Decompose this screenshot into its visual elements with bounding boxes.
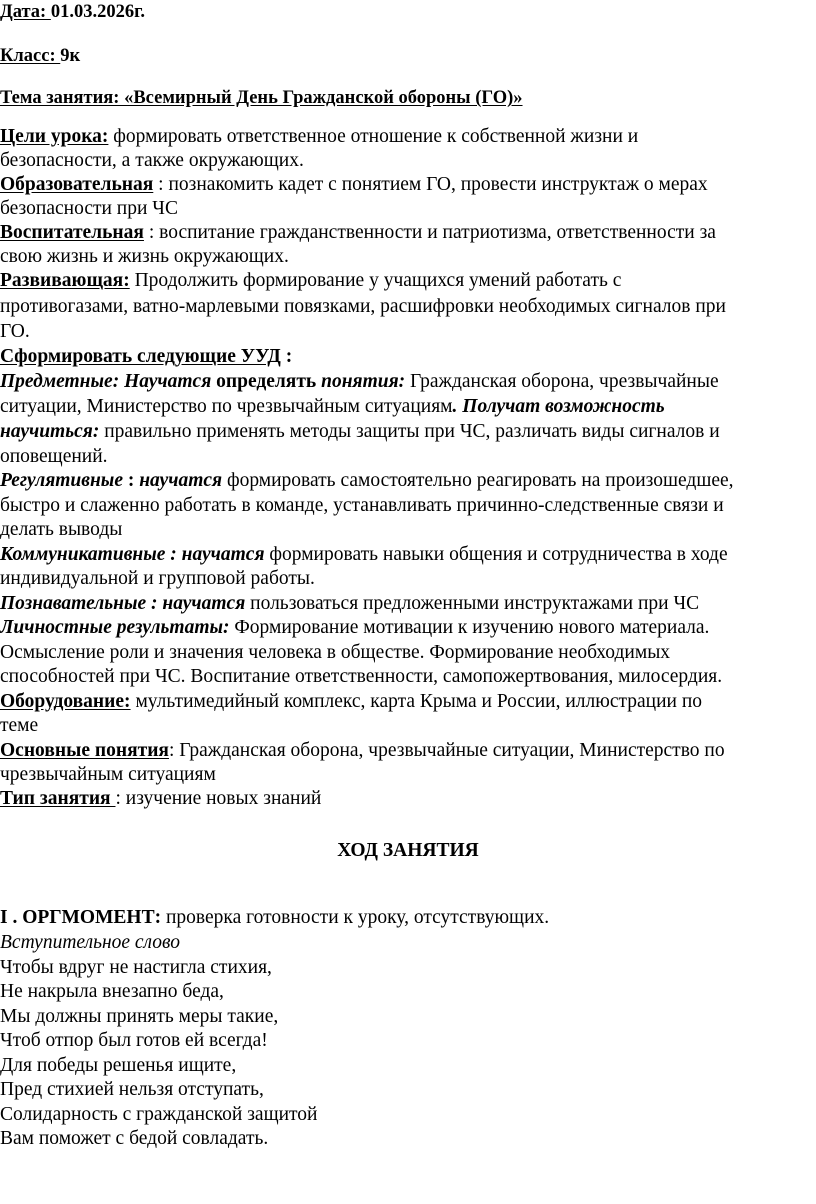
subject-verb: определять bbox=[211, 371, 322, 392]
lesson-type-label: Тип занятия bbox=[0, 788, 116, 809]
topic-text: Тема занятия: «Всемирный День Гражданской обороны (ГО)» bbox=[0, 88, 523, 108]
orgmoment-label: I . ОРГМОМЕНТ: bbox=[0, 907, 162, 928]
subject-line-4 bbox=[0, 445, 816, 469]
regulatory-label: Регулятивные bbox=[0, 470, 123, 491]
regulatory-text-1: формировать самостоятельно реагировать на произошедшее, bbox=[222, 470, 734, 491]
concepts-line-1 bbox=[0, 739, 816, 763]
equipment-line-1 bbox=[0, 690, 816, 714]
course-title bbox=[0, 839, 816, 863]
uud-suffix: : bbox=[280, 346, 293, 367]
personal-line-2 bbox=[0, 641, 816, 665]
upbringing-line-2 bbox=[0, 245, 816, 269]
subject-text-4: оповещений. bbox=[0, 446, 108, 467]
developing-line-2 bbox=[0, 295, 816, 319]
educational-line-2 bbox=[0, 197, 816, 221]
subject-line-2 bbox=[0, 395, 816, 419]
topic-line bbox=[0, 86, 816, 110]
upbringing-text-2: свою жизнь и жизнь окружающих. bbox=[0, 246, 289, 267]
subject-text-2: ситуации, Министерство по чрезвычайным ситуациям bbox=[0, 396, 453, 417]
poem-line bbox=[0, 1029, 816, 1053]
poem-line bbox=[0, 1127, 816, 1151]
communicative-label: Коммуникативные : научатся bbox=[0, 544, 265, 565]
equipment-text-2: теме bbox=[0, 715, 39, 736]
personal-label: Личностные результаты: bbox=[0, 617, 230, 638]
orgmoment-text: проверка готовности к уроку, отсутствующих. bbox=[161, 907, 550, 928]
poem-line bbox=[0, 1078, 816, 1102]
upbringing-text-1: : воспитание гражданственности и патриотизма, ответственности за bbox=[143, 222, 716, 243]
poem-line-text: Для победы решенья ищите, bbox=[0, 1055, 237, 1076]
concepts-line-2 bbox=[0, 763, 816, 787]
developing-label: Развивающая: bbox=[0, 270, 130, 291]
educational-label: Образовательная bbox=[0, 174, 154, 195]
goals-text-1: формировать ответственное отношение к собственной жизни и bbox=[108, 126, 639, 147]
developing-text-3: ГО. bbox=[0, 321, 30, 342]
course-title-text: ХОД ЗАНЯТИЯ bbox=[337, 840, 479, 861]
subject-learn-label: научиться: bbox=[0, 421, 100, 442]
personal-text-1: Формирование мотивации к изучению нового материала. bbox=[229, 617, 710, 638]
subject-line-1 bbox=[0, 370, 816, 394]
developing-line-1 bbox=[0, 269, 816, 293]
upbringing-label: Воспитательная bbox=[0, 222, 144, 243]
date-line bbox=[0, 0, 816, 24]
personal-line-3 bbox=[0, 665, 816, 689]
class-line bbox=[0, 44, 816, 68]
personal-line-1 bbox=[0, 616, 816, 640]
poem-line bbox=[0, 980, 816, 1004]
poem-line-text: Пред стихией нельзя отступать, bbox=[0, 1079, 264, 1100]
subject-opportunity-label: . Получат возможность bbox=[452, 396, 665, 417]
poem-line-text: Чтоб отпор был готов ей всегда! bbox=[0, 1030, 268, 1051]
communicative-line-2 bbox=[0, 567, 816, 591]
concepts-text-2: чрезвычайным ситуациям bbox=[0, 764, 216, 785]
equipment-label: Оборудование: bbox=[0, 691, 131, 712]
developing-line-3 bbox=[0, 320, 816, 344]
cognitive-label: Познавательные : научатся bbox=[0, 593, 246, 614]
subject-line-3 bbox=[0, 420, 816, 444]
educational-text-2: безопасности при ЧС bbox=[0, 198, 178, 219]
lesson-type-text: : изучение новых знаний bbox=[115, 788, 322, 809]
regulatory-line-2 bbox=[0, 494, 816, 518]
concepts-text-1: : Гражданская оборона, чрезвычайные ситуации, Министерство по bbox=[168, 740, 725, 761]
personal-text-2: Осмысление роли и значения человека в обществе. Формирование необходимых bbox=[0, 642, 671, 663]
educational-line-1 bbox=[0, 173, 816, 197]
regulatory-colon: : bbox=[122, 470, 140, 491]
regulatory-will-learn: научатся bbox=[139, 470, 223, 491]
regulatory-text-2: быстро и слаженно работать в команде, устанавливать причинно-следственные связи и bbox=[0, 495, 724, 516]
intro-label bbox=[0, 931, 816, 955]
communicative-text-1: формировать навыки общения и сотрудничества в ходе bbox=[264, 544, 728, 565]
uud-line bbox=[0, 345, 816, 369]
poem-line-text: Солидарность с гражданской защитой bbox=[0, 1104, 318, 1125]
poem-line bbox=[0, 956, 816, 980]
cognitive-line bbox=[0, 592, 816, 616]
goals-text-2: безопасности, а также окружающих. bbox=[0, 150, 304, 171]
date-label: Дата: bbox=[0, 2, 51, 22]
poem-line-text: Чтобы вдруг не настигла стихия, bbox=[0, 957, 272, 978]
regulatory-text-3: делать выводы bbox=[0, 519, 123, 540]
subject-label: Предметные: Научатся bbox=[0, 371, 212, 392]
date-value: 01.03.2026г. bbox=[50, 2, 146, 22]
upbringing-line-1 bbox=[0, 221, 816, 245]
communicative-text-2: индивидуальной и групповой работы. bbox=[0, 568, 315, 589]
communicative-line-1 bbox=[0, 543, 816, 567]
poem-line-text: Вам поможет с бедой совладать. bbox=[0, 1128, 269, 1149]
orgmoment-line bbox=[0, 906, 816, 930]
poem-line bbox=[0, 1054, 816, 1078]
goals-label: Цели урока: bbox=[0, 126, 109, 147]
lesson-type-line bbox=[0, 787, 816, 811]
regulatory-line-1 bbox=[0, 469, 816, 493]
goals-line-1 bbox=[0, 125, 816, 149]
cognitive-text-1: пользоваться предложенными инструктажами при ЧС bbox=[245, 593, 700, 614]
class-label: Класс: bbox=[0, 46, 61, 66]
poem-line-text: Мы должны принять меры такие, bbox=[0, 1006, 279, 1027]
regulatory-line-3 bbox=[0, 518, 816, 542]
subject-text-3: правильно применять методы защиты при ЧС, различать виды сигналов и bbox=[99, 421, 720, 442]
equipment-line-2 bbox=[0, 714, 816, 738]
uud-label: Сформировать следующие УУД bbox=[0, 346, 281, 367]
equipment-text-1: мультимедийный комплекс, карта Крыма и России, иллюстрации по bbox=[130, 691, 703, 712]
goals-line-2 bbox=[0, 149, 816, 173]
developing-text-1: Продолжить формирование у учащихся умений работать с bbox=[129, 270, 622, 291]
developing-text-2: противогазами, ватно-марлевыми повязками, расшифровки необходимых сигналов при bbox=[0, 296, 726, 317]
personal-text-3: способностей при ЧС. Воспитание ответственности, самопожертвования, милосердия. bbox=[0, 666, 723, 687]
educational-text-1: : познакомить кадет с понятием ГО, провести инструктаж о мерах bbox=[153, 174, 708, 195]
poem-line-text: Не накрыла внезапно беда, bbox=[0, 981, 224, 1002]
subject-text-1: Гражданская оборона, чрезвычайные bbox=[405, 371, 719, 392]
concepts-label: Основные понятия bbox=[0, 740, 169, 761]
poem-line bbox=[0, 1103, 816, 1127]
subject-concepts-label: понятия: bbox=[321, 371, 406, 392]
intro-label-text: Вступительное слово bbox=[0, 932, 181, 953]
class-value: 9к bbox=[60, 46, 81, 66]
poem-line bbox=[0, 1005, 816, 1029]
